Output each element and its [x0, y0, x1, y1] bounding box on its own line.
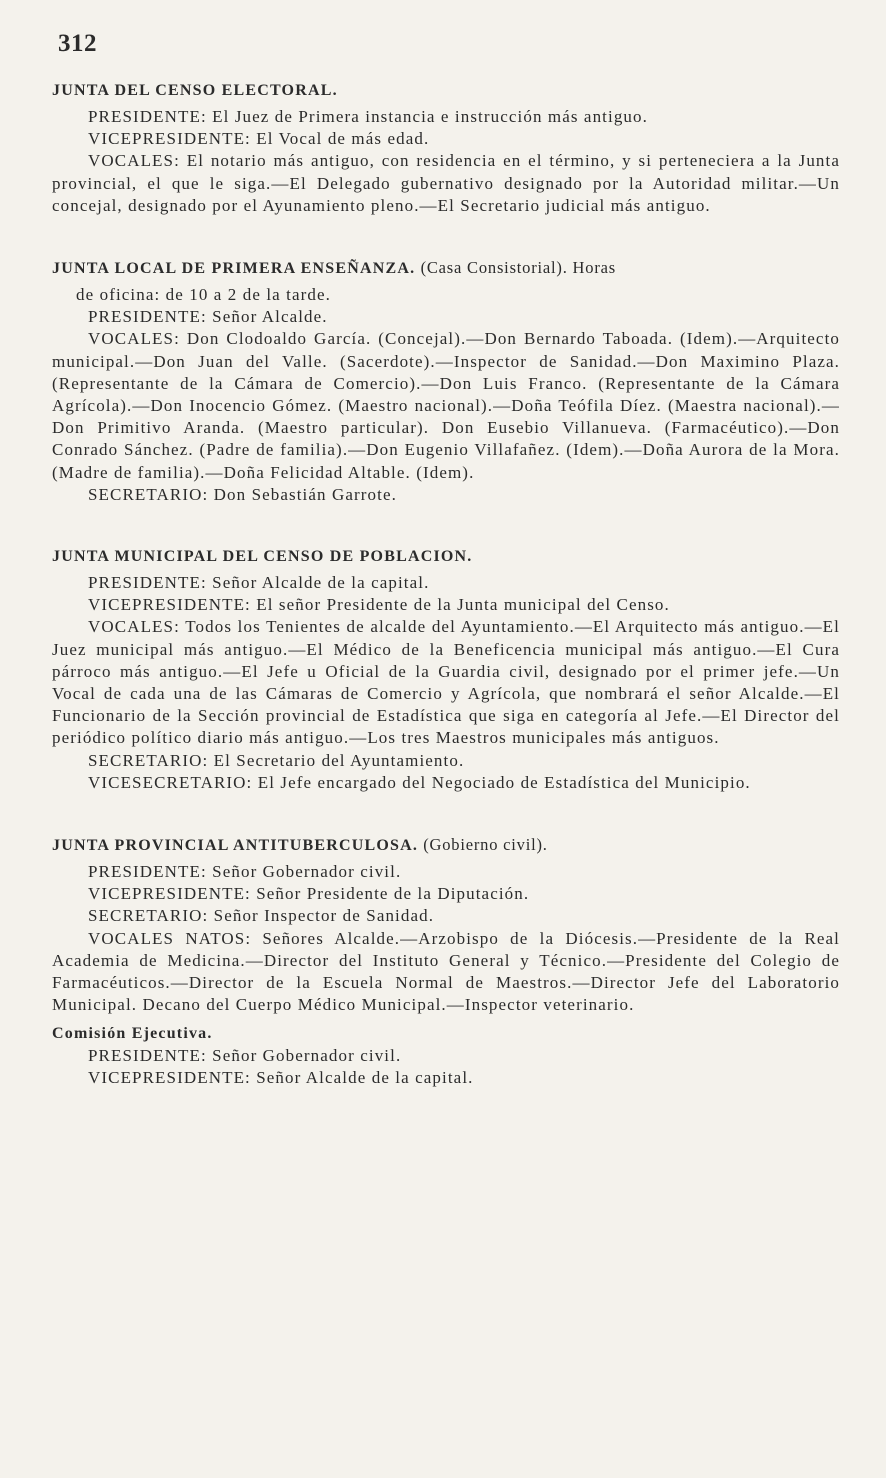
sub-heading-comision-ejecutiva: Comisión Ejecutiva. [52, 1024, 213, 1042]
paragraph-vocales: VOCALES: Don Clodoaldo García. (Concejal).—Don Bernardo Taboada. (Idem).—Arquitecto municipal.—Don Juan del Valle. (Sacerdote).—Inspector de Sanidad.—Don Maximino Plaza. (Representante de la Cámara de Comercio).—Don Luis Franco. (Representante de la Cámara Agrícola).—Don Inocencio Gómez. (Maestro nacional).—Doña Teófila Díez. (Maestra nacional).—Don Primitivo Aranda. (Maestro particular). Don Eusebio Villanueva. (Farmacéutico).—Don Conrado Sánchez. (Padre de familia).—Don Eugenio Villafañez. (Idem).—Doña Aurora de la Mora. (Madre de familia).—Doña Felicidad Altable. (Idem). [52, 329, 840, 482]
paragraph-secretario: SECRETARIO: El Secretario del Ayuntamiento. [88, 750, 465, 770]
paragraph-secretario: SECRETARIO: Señor Inspector de Sanidad. [88, 906, 435, 926]
section-heading [52, 834, 840, 857]
paragraph-vicepresidente: VICEPRESIDENTE: El señor Presidente de la Junta municipal del Censo. [88, 595, 670, 615]
section-heading [52, 257, 840, 280]
paragraph-presidente: PRESIDENTE: El Juez de Primera instancia e instrucción más antiguo. [88, 107, 648, 126]
section-junta-municipal-censo-poblacion [52, 546, 840, 794]
section-heading-note: (Casa Consistorial). Horas [420, 258, 616, 278]
paragraph-vocales: VOCALES: Todos los Tenientes de alcalde del Ayuntamiento.—El Arquitecto más antiguo.—El Juez municipal más antiguo.—El Médico de la Beneficencia municipal más antiguo.—El Cura párroco más antiguo.—El Jefe u Oficial de la Guardia civil, designado por el primer jefe.—Un Vocal de cada una de las Cámaras de Comercio y Agrícola, que nombrará el señor Alcalde.—El Funcionario de la Sección provincial de Estadística que siga en categoría al Jefe.—El Director del periódico político diario más antiguo.—Los tres Maestros municipales más antiguos. [52, 617, 840, 748]
paragraph-presidente: PRESIDENTE: Señor Gobernador civil. [88, 1045, 402, 1065]
page-number: 312 [58, 30, 97, 57]
heading-continuation: de oficina: de 10 a 2 de la tarde. [76, 285, 331, 305]
document-page [52, 30, 840, 1089]
section-heading-note: (Gobierno civil). [423, 835, 548, 855]
paragraph-vicepresidente: VICEPRESIDENTE: Señor Presidente de la Diputación. [88, 884, 530, 904]
paragraph-vocales: VOCALES: El notario más antiguo, con residencia en el término, y si perteneciera a la Junta provincial, el que le siga.—El Delegado gubernativo designado por la Autoridad militar.—Un concejal, designado por el Ayunamiento pleno.—El Secretario judicial más antiguo. [52, 151, 840, 215]
section-heading-title: JUNTA PROVINCIAL ANTITUBERCULOSA. [52, 837, 419, 855]
paragraph-vicepresidente: VICEPRESIDENTE: El Vocal de más edad. [88, 129, 430, 149]
section-heading: JUNTA MUNICIPAL DEL CENSO DE POBLACION. [52, 548, 473, 566]
section-heading-title: JUNTA LOCAL DE PRIMERA ENSEÑANZA. [52, 260, 416, 278]
paragraph-presidente: PRESIDENTE: Señor Alcalde de la capital. [88, 573, 430, 593]
paragraph-vicepresidente: VICEPRESIDENTE: Señor Alcalde de la capital. [88, 1067, 474, 1087]
section-junta-provincial-antituberculosa [52, 834, 840, 1089]
paragraph-presidente: PRESIDENTE: Señor Alcalde. [88, 307, 328, 327]
paragraph-vocales-natos: VOCALES NATOS: Señores Alcalde.—Arzobispo de la Diócesis.—Presidente de la Real Academia de Medicina.—Director del Instituto General y Técnico.—Presidente del Colegio de Farmacéuticos.—Director de la Escuela Normal de Maestros.—Director Jefe del Laboratorio Municipal. Decano del Cuerpo Médico Municipal.—Inspector veterinario. [52, 928, 840, 1015]
section-heading: JUNTA DEL CENSO ELECTORAL. [52, 82, 338, 99]
paragraph-secretario: SECRETARIO: Don Sebastián Garrote. [88, 484, 397, 504]
section-junta-censo-electoral [52, 80, 840, 217]
paragraph-presidente: PRESIDENTE: Señor Gobernador civil. [88, 862, 402, 882]
section-junta-local-primera-ensenanza [52, 257, 840, 506]
paragraph-vicesecretario: VICESECRETARIO: El Jefe encargado del Negociado de Estadística del Municipio. [88, 772, 751, 792]
